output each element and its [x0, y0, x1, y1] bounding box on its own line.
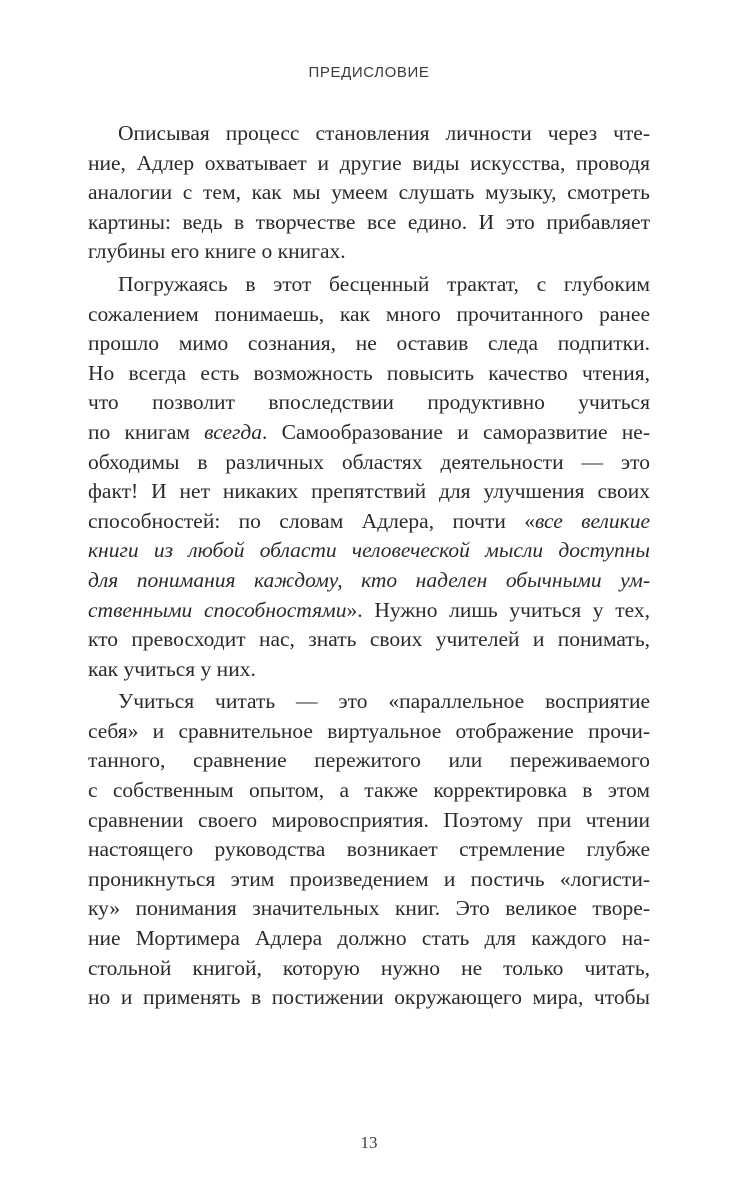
text-line [88, 178, 650, 208]
paragraph [88, 270, 650, 684]
paragraph [88, 119, 650, 267]
text-line [88, 359, 650, 389]
italic-text: ственными способностями [88, 597, 347, 622]
page-number-text: 13 [360, 1133, 378, 1152]
text-line [88, 954, 650, 984]
text-run: но и применять в постижении окружающего мира, чтобы [88, 985, 650, 1010]
text-run: что позволит впоследствии продуктивно учиться [88, 390, 650, 415]
text-run: картины: ведь в творчестве все едино. И это прибавляет [88, 209, 650, 234]
text-line [88, 448, 650, 478]
text-line [88, 596, 650, 626]
text-line [88, 566, 650, 596]
text-run: Учиться читать — это «параллельное восприятие [118, 689, 650, 714]
text-run: по книгам [88, 419, 205, 444]
text-run: прошло мимо сознания, не оставив следа подпитки. [88, 331, 650, 356]
text-line [88, 237, 650, 267]
text-run: ку» понимания значительных книг. Это великое творе- [88, 896, 650, 921]
text-line [88, 835, 650, 865]
text-line [88, 388, 650, 418]
text-run: сравнении своего мировосприятия. Поэтому при чтении [88, 807, 650, 832]
text-run: как учиться у них. [88, 656, 256, 681]
text-run: глубины его книге о книгах. [88, 239, 346, 264]
text-run: Погружаясь в этот бесценный трактат, с глубоким [118, 271, 650, 296]
text-run: кто превосходит нас, знать своих учителей и понимать, [88, 627, 650, 652]
italic-text: книги из любой области человеческой мысли доступны [88, 538, 650, 563]
text-line [88, 894, 650, 924]
text-line [88, 119, 650, 149]
text-line [88, 687, 650, 717]
body-text [88, 119, 650, 1013]
text-run: ние Мортимера Адлера должно стать для каждого на- [88, 926, 650, 951]
text-run: . Самообразование и саморазвитие не- [262, 419, 650, 444]
text-line [88, 270, 650, 300]
text-line [88, 507, 650, 537]
text-run: с собственным опытом, а также корректировка в этом [88, 778, 650, 803]
text-run: способностей: по словам Адлера, почти « [88, 508, 535, 533]
running-title: ПРЕДИСЛОВИЕ [308, 64, 430, 81]
italic-text: всегда [204, 419, 263, 444]
text-run: проникнуться этим произведением и постичь «логисти- [88, 866, 650, 891]
text-line [88, 300, 650, 330]
text-line [88, 536, 650, 566]
text-run: факт! И нет никаких препятствий для улучшения своих [88, 479, 650, 504]
text-run: стольной книгой, которую нужно не только читать, [88, 955, 650, 980]
text-line [88, 477, 650, 507]
text-run: ние, Адлер охватывает и другие виды искусства, проводя [88, 150, 650, 175]
text-line [88, 717, 650, 747]
text-run: ». Нужно лишь учиться у тех, [346, 597, 650, 622]
text-line [88, 746, 650, 776]
text-run: Описывая процесс становления личности через чте- [118, 121, 650, 145]
text-run: настоящего руководства возникает стремление глубже [88, 837, 650, 862]
text-run: обходимы в различных областях деятельности — это [88, 449, 650, 474]
text-run: аналогии с тем, как мы умеем слушать музыку, смотреть [88, 180, 650, 205]
italic-text: для понимания каждому, кто наделен обычными ум- [88, 567, 650, 592]
text-line [88, 329, 650, 359]
text-line [88, 865, 650, 895]
text-line [88, 655, 650, 685]
text-line [88, 776, 650, 806]
text-line [88, 806, 650, 836]
text-run: сожалением понимаешь, как много прочитанного ранее [88, 301, 650, 326]
text-line [88, 149, 650, 179]
paragraph [88, 687, 650, 1013]
text-line [88, 625, 650, 655]
italic-text: все великие [534, 508, 650, 533]
text-line [88, 983, 650, 1013]
text-line [88, 924, 650, 954]
text-line [88, 418, 650, 448]
text-run: себя» и сравнительное виртуальное отображение прочи- [88, 718, 650, 743]
text-run: танного, сравнение пережитого или переживаемого [88, 748, 650, 773]
text-line [88, 208, 650, 238]
page-number [0, 1132, 738, 1152]
text-run: Но всегда есть возможность повысить качество чтения, [88, 360, 650, 385]
